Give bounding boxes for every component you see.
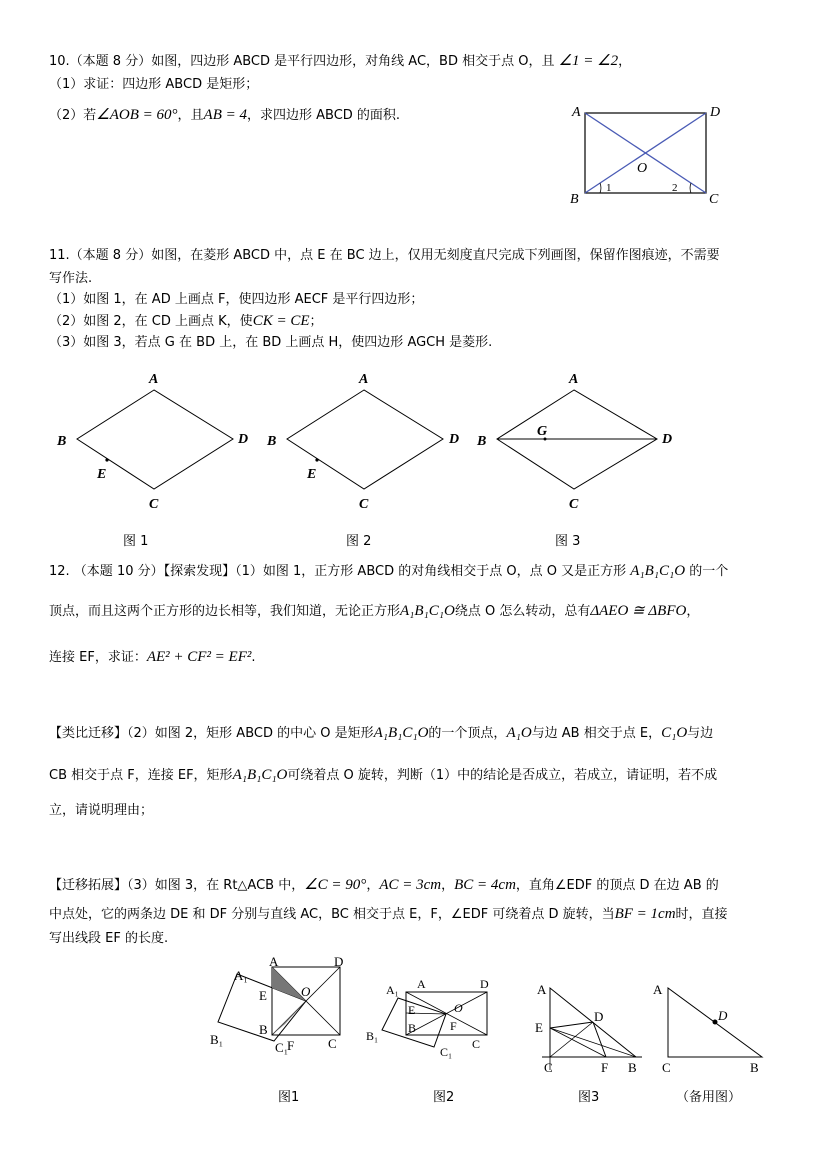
svg-text:G: G xyxy=(537,424,548,439)
svg-text:E: E xyxy=(408,1003,416,1017)
q12-line-4: 【类比迁移】（2）如图 2，矩形 ABCD 的中心 O 是矩形A₁B₁C₁O的一个顶点，A₁O与边 AB 相交于点 E，C₁O与边 xyxy=(49,725,714,741)
svg-text:B: B xyxy=(750,1060,759,1075)
q11-caption-2: 图 2 xyxy=(346,534,372,549)
svg-text:F: F xyxy=(601,1060,609,1075)
q10-part2: （2）若∠AOB = 60°，且AB = 4，求四边形 ABCD 的面积. xyxy=(49,107,401,123)
svg-text:D: D xyxy=(594,1009,604,1024)
q12-figure-3 xyxy=(532,980,652,1080)
svg-text:A: A xyxy=(653,982,663,997)
label-C: C xyxy=(709,192,719,207)
q11-figure-1 xyxy=(55,368,255,518)
svg-text:E: E xyxy=(97,467,107,482)
q11-part3: （3）如图 3，若点 G 在 BD 上，在 BD 上画点 H，使四边形 AGCH 是菱形. xyxy=(49,335,493,350)
svg-text:B: B xyxy=(259,1022,268,1037)
svg-text:F: F xyxy=(450,1019,457,1033)
svg-text:C: C xyxy=(149,497,159,512)
svg-text:C: C xyxy=(544,1060,553,1075)
q10-stem: 10.（本题 8 分）如图，四边形 ABCD 是平行四边形，对角线 AC，BD 相交于点 O，且 ∠1 = ∠2， xyxy=(49,53,632,69)
q11-stem-2: 写作法. xyxy=(49,271,93,286)
svg-text:O: O xyxy=(454,1001,463,1015)
svg-text:C: C xyxy=(328,1036,337,1051)
q12-caption-2: 图2 xyxy=(433,1090,455,1105)
q12-line-1: 12. （本题 10 分）【探索发现】（1）如图 1，正方形 ABCD 的对角线相交于点 O，点 O 又是正方形 A₁B₁C₁O 的一个 xyxy=(49,563,729,579)
svg-text:A: A xyxy=(537,982,547,997)
svg-text:D: D xyxy=(480,977,489,991)
label-1: 1 xyxy=(606,182,612,194)
svg-text:E: E xyxy=(535,1020,543,1035)
svg-text:D: D xyxy=(238,432,249,447)
svg-text:B: B xyxy=(477,434,487,449)
q11-figure-3 xyxy=(475,368,685,518)
label-D: D xyxy=(710,105,721,120)
q11-part2: （2）如图 2，在 CD 上画点 K，使CK = CE； xyxy=(49,313,323,329)
q12-line-9: 写出线段 EF 的长度. xyxy=(49,931,169,946)
q12-figure-spare xyxy=(650,980,780,1080)
q11-caption-3: 图 3 xyxy=(555,534,581,549)
q11-caption-1: 图 1 xyxy=(123,534,149,549)
label-A: A xyxy=(572,105,581,120)
svg-text:A: A xyxy=(417,977,426,991)
label-B: B xyxy=(570,192,579,207)
q12-figure-2 xyxy=(364,968,504,1058)
q12-caption-3: 图3 xyxy=(578,1090,600,1105)
svg-text:B: B xyxy=(628,1060,637,1075)
svg-text:C: C xyxy=(569,497,579,512)
svg-text:C: C xyxy=(472,1037,481,1051)
label-2: 2 xyxy=(672,182,678,194)
q11-part1: （1）如图 1，在 AD 上画点 F，使四边形 AECF 是平行四边形； xyxy=(49,292,424,307)
svg-text:D: D xyxy=(662,432,673,447)
q12-line-8: 中点处，它的两条边 DE 和 DF 分别与直线 AC，BC 相交于点 E，F，∠EDF 可绕着点 D 旋转，当BF = 1cm时，直接 xyxy=(49,906,728,922)
q11-stem-1: 11.（本题 8 分）如图，在菱形 ABCD 中，点 E 在 BC 边上，仅用无刻度直尺完成下列画图，保留作图痕迹，不需要 xyxy=(49,248,720,263)
svg-text:B₁: B₁ xyxy=(210,1032,224,1047)
q12-line-7: 【迁移拓展】（3）如图 3，在 Rt△ACB 中，∠C = 90°，AC = 3cm，BC = 4cm，直角∠EDF 的顶点 D 在边 AB 的 xyxy=(49,877,719,893)
q12-caption-1: 图1 xyxy=(278,1090,300,1105)
q12-caption-spare: （备用图） xyxy=(676,1090,742,1105)
q12-line-3: 连接 EF，求证：AE² + CF² = EF². xyxy=(49,649,256,665)
svg-text:B: B xyxy=(267,434,277,449)
svg-text:A: A xyxy=(569,372,579,387)
svg-text:C₁: C₁ xyxy=(440,1045,453,1059)
svg-text:D: D xyxy=(334,954,344,969)
q11-figure-2 xyxy=(265,368,465,518)
svg-text:A₁: A₁ xyxy=(386,983,399,997)
q12-line-5: CB 相交于点 F，连接 EF，矩形A₁B₁C₁O可绕着点 O 旋转，判断（1）中的结论是否成立，若成立，请证明，若不成 xyxy=(49,767,718,783)
svg-text:B: B xyxy=(57,434,67,449)
svg-text:A₁: A₁ xyxy=(234,968,248,983)
svg-text:B: B xyxy=(408,1021,417,1035)
svg-text:O: O xyxy=(301,984,311,999)
q10-figure xyxy=(560,100,730,210)
label-O: O xyxy=(637,161,648,176)
q12-line-2: 顶点，而且这两个正方形的边长相等，我们知道，无论正方形A₁B₁C₁O绕点 O 怎么转动，总有ΔAEO ≅ ΔBFO， xyxy=(49,603,700,619)
svg-text:C: C xyxy=(359,497,369,512)
q10-part1: （1）求证：四边形 ABCD 是矩形； xyxy=(49,77,259,92)
svg-text:D: D xyxy=(718,1008,728,1023)
svg-text:E: E xyxy=(259,988,267,1003)
svg-text:D: D xyxy=(449,432,460,447)
svg-text:A: A xyxy=(269,954,279,969)
q12-line-6: 立，请说明理由； xyxy=(49,803,154,818)
svg-text:C₁: C₁ xyxy=(275,1040,289,1055)
svg-text:F: F xyxy=(287,1038,295,1053)
svg-text:A: A xyxy=(149,372,159,387)
q12-figure-1 xyxy=(205,952,355,1055)
svg-text:E: E xyxy=(307,467,317,482)
svg-text:B₁: B₁ xyxy=(366,1029,379,1043)
svg-text:A: A xyxy=(359,372,369,387)
svg-text:C: C xyxy=(662,1060,671,1075)
